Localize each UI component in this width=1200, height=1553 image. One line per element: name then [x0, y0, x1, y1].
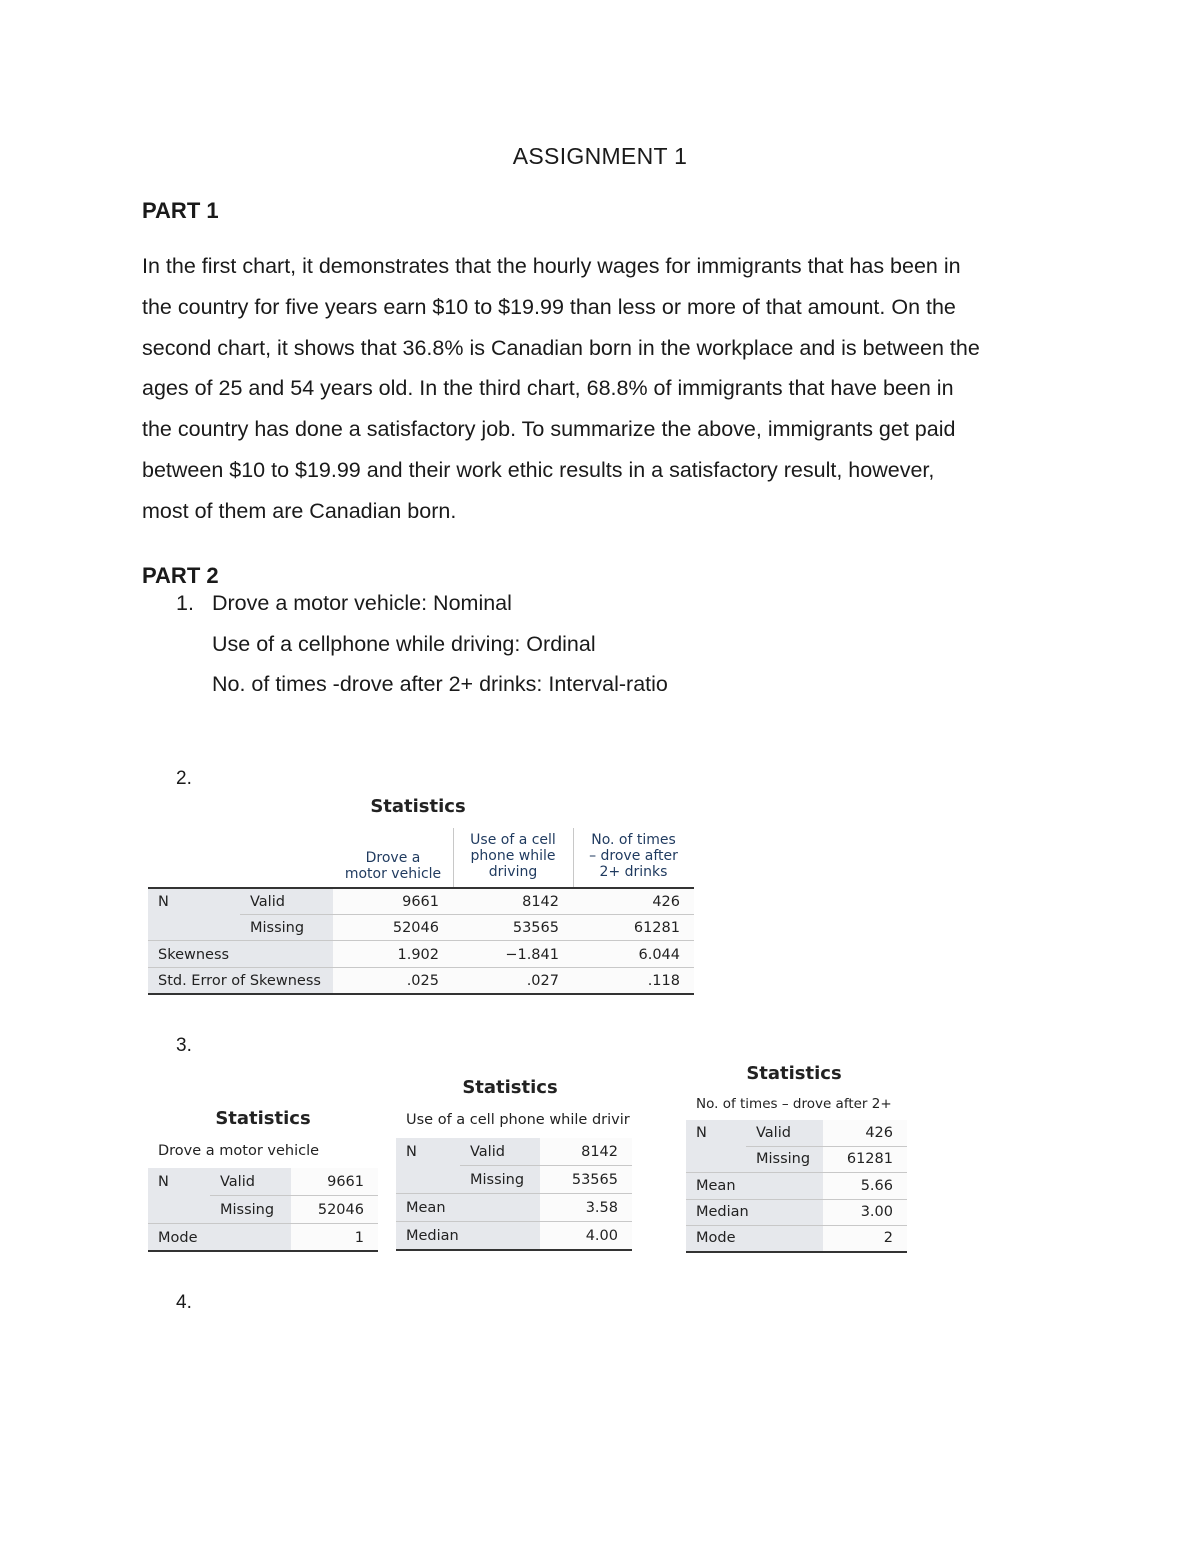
row-label-missing: Missing — [460, 1166, 540, 1194]
cell-missing: 53565 — [540, 1166, 632, 1194]
row-label-valid: Valid — [210, 1168, 291, 1196]
row-label-n: N — [148, 888, 240, 940]
row-label-mean: Mean — [396, 1194, 540, 1222]
paragraph-line: the country has done a satisfactory job. To summarize the above, immigrants get paid — [142, 417, 956, 442]
row-label-skewness: Skewness — [148, 941, 333, 967]
list-number: 1. — [176, 591, 194, 615]
cell-se-skewness: .025 — [333, 967, 453, 993]
cell-median: 4.00 — [540, 1222, 632, 1250]
paragraph-line: the country for five years earn $10 to $19.99 than less or more of that amount. On the — [142, 294, 956, 319]
row-label-valid: Valid — [460, 1138, 540, 1166]
cell-valid: 9661 — [291, 1168, 378, 1196]
paragraph-line: In the first chart, it demonstrates that the hourly wages for immigrants that has been in — [142, 254, 961, 278]
cell-mean: 5.66 — [823, 1173, 907, 1199]
question-number: 2. — [176, 768, 192, 789]
table-rule — [686, 1251, 907, 1253]
cell-valid: 426 — [573, 888, 694, 914]
header-line: driving — [488, 864, 538, 880]
table-title: Statistics — [746, 1063, 842, 1084]
row-label-missing: Missing — [240, 914, 333, 940]
cell-se-skewness: .118 — [573, 967, 694, 993]
cell-missing: 52046 — [333, 914, 453, 940]
paragraph-line: most of them are Canadian born. — [142, 498, 457, 523]
part2-heading: PART 2 — [142, 563, 219, 588]
row-label-n: N — [686, 1120, 746, 1172]
table-subtitle: Drove a motor vehicle — [158, 1143, 320, 1159]
header-line: – drove after — [589, 848, 678, 864]
cell-valid: 9661 — [333, 888, 453, 914]
paragraph-line: second chart, it shows that 36.8% is Canadian born in the workplace and is between the — [142, 335, 980, 360]
cell-valid: 8142 — [453, 888, 573, 914]
paragraph-line: between $10 to $19.99 and their work ethic results in a satisfactory result, however, — [142, 457, 935, 482]
cell-mean: 3.58 — [540, 1194, 632, 1222]
cell-valid: 426 — [823, 1120, 907, 1146]
table-rule — [686, 1199, 907, 1200]
row-label-median: Median — [686, 1199, 823, 1225]
list-item: No. of times -drove after 2+ drinks: Interval-ratio — [212, 672, 668, 696]
row-label-se-skewness: Std. Error of Skewness — [148, 967, 333, 993]
cell-missing: 53565 — [453, 914, 573, 940]
cell-mode: 2 — [823, 1225, 907, 1251]
row-label-missing: Missing — [746, 1146, 823, 1172]
question-number: 4. — [176, 1292, 192, 1313]
document-title: ASSIGNMENT 1 — [512, 143, 688, 169]
table-subtitle: No. of times – drove after 2+ — [696, 1096, 892, 1112]
list-item: Use of a cellphone while driving: Ordinal — [212, 632, 596, 656]
row-label-missing: Missing — [210, 1196, 291, 1224]
question-number: 3. — [176, 1035, 192, 1056]
cell-missing: 52046 — [291, 1196, 378, 1224]
table-rule — [686, 1172, 907, 1173]
header-line: No. of times — [591, 832, 676, 848]
header-line: motor vehicle — [344, 866, 442, 882]
row-label-n: N — [148, 1168, 210, 1224]
table-title: Statistics — [215, 1108, 311, 1129]
cell-mode: 1 — [291, 1224, 378, 1251]
row-label-n: N — [396, 1138, 460, 1194]
list-item: Drove a motor vehicle: Nominal — [212, 591, 512, 615]
row-label-valid: Valid — [240, 888, 333, 914]
header-line: 2+ drinks — [599, 864, 668, 880]
row-label-mode: Mode — [686, 1225, 823, 1251]
cell-skewness: 1.902 — [333, 941, 453, 967]
cell-valid: 8142 — [540, 1138, 632, 1166]
cell-se-skewness: .027 — [453, 967, 573, 993]
paragraph-line: ages of 25 and 54 years old. In the third chart, 68.8% of immigrants that have been in — [142, 376, 954, 401]
table-subtitle: Use of a cell phone while drivir — [406, 1112, 630, 1128]
row-label-mode: Mode — [148, 1224, 291, 1251]
row-label-median: Median — [396, 1222, 540, 1250]
table-title: Statistics — [462, 1077, 558, 1098]
cell-missing: 61281 — [823, 1146, 907, 1172]
row-label-mean: Mean — [686, 1173, 823, 1199]
cell-missing: 61281 — [573, 914, 694, 940]
header-line: Drove a — [365, 850, 421, 866]
table-title: Statistics — [370, 796, 466, 817]
part1-heading: PART 1 — [142, 198, 219, 223]
cell-skewness: 6.044 — [573, 941, 694, 967]
table-rule — [746, 1146, 907, 1147]
header-line: phone while — [470, 848, 556, 864]
cell-median: 3.00 — [823, 1199, 907, 1225]
cell-skewness: −1.841 — [453, 941, 573, 967]
header-line: Use of a cell — [470, 832, 556, 848]
row-label-valid: Valid — [746, 1120, 823, 1146]
table-rule — [686, 1225, 907, 1226]
